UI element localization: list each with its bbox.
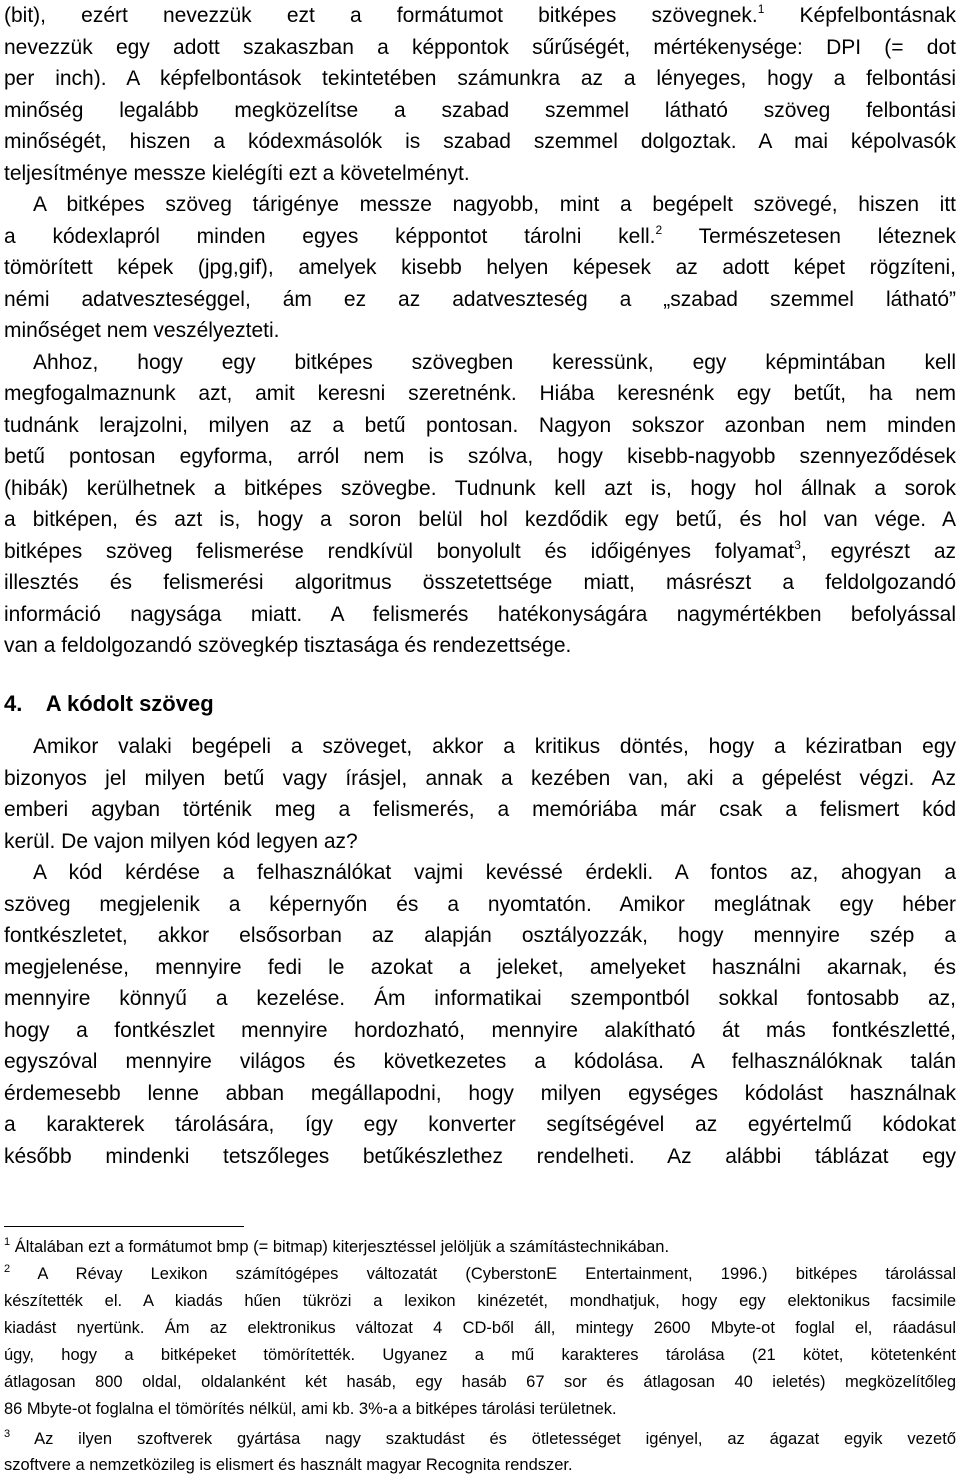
footnote-text: A Révay Lexikon számítógépes változatát (CyberstonE Entertainment, 1996.) bitképes tárolással xyxy=(10,1265,956,1283)
text-segment: A bitképes szöveg tárigénye messze nagyobb, mint a begépelt szövegé, hiszen itt xyxy=(33,193,956,216)
text-line xyxy=(4,378,956,409)
text-segment: a kódexlapról minden egyes képpontot tárolni kell. xyxy=(4,224,656,248)
section-number: 4. xyxy=(4,691,23,716)
text-line xyxy=(4,1141,956,1172)
section-title: A kódolt szöveg xyxy=(45,691,214,716)
text-line xyxy=(4,731,956,762)
text-line xyxy=(4,1109,956,1140)
footnote-text: szoftvere a nemzetközileg is elismert és használt magyar Recognita rendszer. xyxy=(4,1456,573,1474)
text-line xyxy=(4,794,956,825)
footnote-number: 2 xyxy=(4,1263,11,1275)
text-line xyxy=(4,536,956,567)
text-line xyxy=(4,126,956,157)
text-segment: bizonyos jel milyen betű vagy írásjel, annak a kezében van, aki a gépelést végzi. Az xyxy=(4,766,956,790)
text-segment: némi adatveszteséggel, ám ez az adatveszteség a „szabad szemmel látható” xyxy=(4,287,956,311)
text-line xyxy=(4,599,956,630)
text-line xyxy=(4,1078,956,1109)
footnote-ref: 2 xyxy=(655,222,663,237)
text-line xyxy=(4,32,956,63)
text-segment: van a feldolgozandó szövegkép tisztasága és rendezettsége. xyxy=(4,634,572,657)
text-line xyxy=(4,410,956,441)
text-segment: Képfelbontásnak xyxy=(764,4,956,27)
footnote-ref: 3 xyxy=(794,537,801,552)
text-segment: tömörített képek (jpg,gif), amelyek kisebb helyen képesek az adott képet rögzíteni, xyxy=(4,256,956,279)
footnote-line xyxy=(4,1315,956,1342)
text-line xyxy=(4,889,956,920)
text-segment: (bit), ezért nevezzük ezt a formátumot bitképes szövegnek. xyxy=(4,4,758,27)
text-segment: betű pontosan egyforma, arról nem is szólva, hogy kisebb-nagyobb szennyeződések xyxy=(4,445,956,468)
text-segment: per inch). A képfelbontások tekintetében számunkra az a lényeges, hogy a felbontási xyxy=(4,67,956,90)
footnote-text: úgy, hogy a bitképeket tömörítették. Ugyanez a mű karakteres tárolása (21 kötet, kötetenként xyxy=(4,1346,956,1364)
footnote-line xyxy=(4,1261,956,1288)
text-line xyxy=(4,567,956,598)
footnote-line xyxy=(4,1288,956,1315)
text-segment: A kód kérdése a felhasználókat vajmi kevéssé érdekli. A fontos az, ahogyan a xyxy=(33,861,956,884)
footnote-line xyxy=(4,1426,956,1453)
text-line xyxy=(4,347,956,378)
text-line xyxy=(4,0,956,31)
text-segment: tudnánk lerajzolni, milyen az a betű pontosan. Nagyon sokszor azonban nem minden xyxy=(4,413,956,437)
text-segment: egyszóval mennyire világos és következetes a kódolása. A felhasználóknak talán xyxy=(4,1050,956,1073)
text-segment: információ nagysága miatt. A felismerés hatékonyságára nagymértékben befolyással xyxy=(4,602,956,626)
text-segment: Amikor valaki begépeli a szöveget, akkor a kritikus döntés, hogy a kéziratban egy xyxy=(33,735,956,758)
footnote-line xyxy=(4,1234,956,1261)
text-line xyxy=(4,1046,956,1077)
footnote-text: átlagosan 800 oldal, oldalanként két hasáb, egy hasáb 67 sor és átlagosan 40 ieletés) megközelítőleg xyxy=(4,1373,956,1391)
text-line xyxy=(4,952,956,983)
text-segment: a karakterek tárolására, így egy konverter segítségével az egyértelmű kódokat xyxy=(4,1113,956,1136)
footnote-text: kiadást nyertünk. Ám az elektronikus változat 4 CD-ből áll, mintegy 2600 Mbyte-ot foglal el, ráadásul xyxy=(4,1319,956,1337)
footnote-line xyxy=(4,1452,956,1479)
text-segment: teljesítménye messze kielégíti ezt a követelményt. xyxy=(4,161,470,185)
text-line xyxy=(4,221,956,252)
text-segment: hogy a fontkészlet mennyire hordozható, mennyire alakítható át más fontkészletté, xyxy=(4,1018,956,1042)
text-segment: mennyire könnyű a kezelése. Ám informatikai szempontból sokkal fontosabb az, xyxy=(4,987,956,1010)
text-segment: bitképes szöveg felismerése rendkívül bonyolult és időigényes folyamat xyxy=(4,539,795,563)
text-segment: nevezzük egy adott szakaszban a képpontok sűrűségét, mértékenysége: DPI (= dot xyxy=(4,35,956,59)
text-line xyxy=(4,857,956,888)
text-line xyxy=(4,983,956,1014)
text-line xyxy=(4,63,956,94)
text-segment: emberi agyban történik meg a felismerés, a memóriába már csak a felismert kód xyxy=(4,798,956,821)
footnote-text: Az ilyen szoftverek gyártása nagy szaktudást és ötletességet igényel, az ágazat egyik vezető xyxy=(10,1430,956,1448)
text-line xyxy=(4,252,956,283)
text-line xyxy=(4,630,956,661)
text-segment: illesztés és felismerési algoritmus összetettsége miatt, másrészt a feldolgozandó xyxy=(4,571,956,594)
text-segment: (hibák) kerülhetnek a bitképes szövegbe. Tudnunk kell azt is, hogy hol állnak a sorok xyxy=(4,476,956,500)
footnote-line xyxy=(4,1396,956,1423)
text-line xyxy=(4,158,956,189)
text-line xyxy=(4,504,956,535)
text-segment: minőségét, hiszen a kódexmásolók is szabad szemmel dolgoztak. A mai képolvasók xyxy=(4,130,956,153)
footnote-text: 86 Mbyte-ot foglalna el tömörítés nélkül, ami kb. 3%-a a bitképes tárolási területnek. xyxy=(4,1400,617,1418)
text-line xyxy=(4,1015,956,1046)
text-line xyxy=(4,441,956,472)
text-segment: minőség legalább megközelítse a szabad szemmel látható szöveg felbontási xyxy=(4,98,956,122)
text-line xyxy=(4,315,956,346)
text-segment: Ahhoz, hogy egy bitképes szövegben keressünk, egy képmintában kell xyxy=(33,350,956,374)
footnote-separator xyxy=(4,1226,244,1227)
footnote-text: készítették el. A kiadás hűen tükrözi a lexikon kinézetét, mondhatjuk, hogy egy elektonikus facsimile xyxy=(4,1292,956,1310)
footnote-text: Általában ezt a formátumot bmp (= bitmap) kiterjesztéssel jelöljük a számítástechnikában. xyxy=(10,1238,670,1256)
footnote-ref: 1 xyxy=(757,2,765,16)
footnote-line xyxy=(4,1369,956,1396)
text-line xyxy=(4,284,956,315)
footnote-number: 3 xyxy=(4,1428,11,1440)
text-line xyxy=(4,763,956,794)
text-segment: később mindenki tetszőleges betűkészlethez rendelheti. Az alábbi táblázat egy xyxy=(4,1144,956,1168)
footnote-line xyxy=(4,1342,956,1369)
text-segment: minőséget nem veszélyezteti. xyxy=(4,319,280,342)
text-line xyxy=(4,473,956,504)
text-segment: Természetesen léteznek xyxy=(662,224,956,248)
text-segment: kerül. De vajon milyen kód legyen az? xyxy=(4,829,358,853)
text-segment: érdemesebb lenne abban megállapodni, hogy milyen egységes kódolást használnak xyxy=(4,1081,956,1105)
section-heading xyxy=(4,688,214,719)
text-line xyxy=(4,189,956,220)
text-segment: megfogalmaznunk azt, amit keresni szeretnénk. Hiába keresnénk egy betűt, ha nem xyxy=(4,382,956,405)
text-line xyxy=(4,95,956,126)
footnote-number: 1 xyxy=(4,1236,11,1248)
text-segment: megjelenése, mennyire fedi le azokat a jeleket, amelyeket használni akarnak, és xyxy=(4,955,956,979)
text-segment: szöveg megjelenik a képernyőn és a nyomtatón. Amikor meglátnak egy héber xyxy=(4,892,956,916)
text-segment: a bitképen, és azt is, hogy a soron belül hol kezdődik egy betű, és hol van vége. A xyxy=(4,508,956,531)
text-segment: , egyrészt az xyxy=(800,539,956,563)
text-segment: fontkészletet, akkor elsősorban az alapján osztályozzák, hogy mennyire szép a xyxy=(4,924,956,947)
text-line xyxy=(4,826,956,857)
text-line xyxy=(4,920,956,951)
